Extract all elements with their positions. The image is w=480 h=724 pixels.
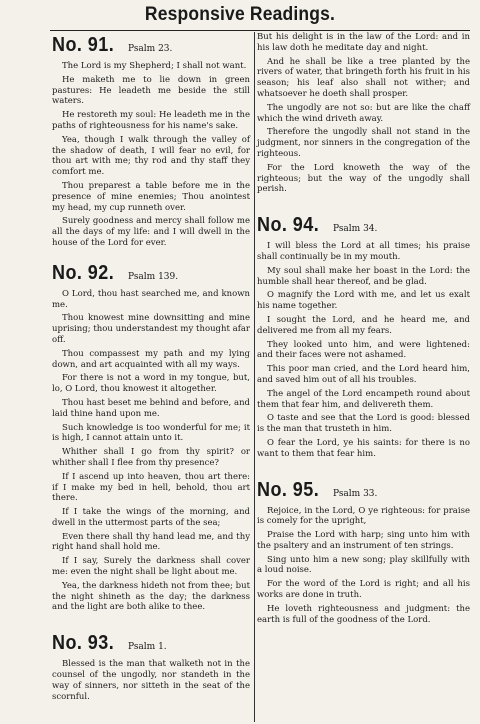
verse: And he shall be like a tree planted by the rivers of water, that bringeth forth his fruit in his season; his leaf also shall not wither; and whatsoever he doeth shall prosper. [257, 56, 470, 99]
verse: Blessed is the man that walketh not in the counsel of the ungodly, nor standeth in the way of sinners, nor sitteth in the seat of the scornful. [52, 659, 250, 702]
verse: This poor man cried, and the Lord heard him, and saved him out of all his troubles. [257, 364, 470, 385]
verse: Thou compassest my path and my lying down, and art acquainted with all my ways. [52, 348, 250, 370]
psalm-reference: Psalm 23. [128, 44, 173, 54]
verse: Yea, the darkness hideth not from thee; but the night shineth as the day; the darkness and the light are both alike to thee. [52, 580, 250, 613]
reading-number: No. 95. [257, 478, 320, 501]
verse: He loveth righteousness and judgment: the earth is full of the goodness of the Lord. [257, 603, 470, 625]
reading-number: No. 94. [257, 214, 320, 237]
right-column [257, 32, 470, 628]
verse: I sought the Lord, and he heard me, and delivered me from all my fears. [257, 314, 470, 336]
verse: Surely goodness and mercy shall follow me all the days of my life: and I will dwell in the house of the Lord for ever. [52, 216, 250, 248]
verse: For the word of the Lord is right; and all his works are done in truth. [257, 579, 470, 601]
verse: Thou hast beset me behind and before, and laid thine hand upon me. [52, 397, 250, 419]
verse: I will bless the Lord at all times; his praise shall continually be in my mouth. [257, 241, 470, 262]
left-column [52, 32, 250, 705]
verse: If I take the wings of the morning, and dwell in the uttermost parts of the sea; [52, 507, 250, 528]
reading-number: No. 91. [52, 34, 115, 56]
verse: Even there shall thy hand lead me, and thy right hand shall hold me. [52, 531, 250, 553]
verse: If I say, Surely the darkness shall cover me: even the night shall be light about me. [52, 556, 250, 578]
reading-number: No. 92. [52, 261, 115, 284]
page-title: Responsive Readings. [144, 4, 336, 25]
column-divider [254, 32, 255, 722]
verse: O Lord, thou hast searched me, and known me. [52, 288, 250, 310]
reading-header-94 [257, 214, 470, 237]
verse: The ungodly are not so: but are like the chaff which the wind driveth away. [257, 102, 470, 124]
verse: Such knowledge is too wonderful for me; it is high, I cannot attain unto it. [52, 422, 250, 444]
verse: He maketh me to lie down in green pastures: He leadeth me beside the still waters. [52, 74, 250, 107]
verse: For there is not a word in my tongue, but, lo, O Lord, thou knowest it altogether. [52, 373, 250, 395]
verse: Yea, though I walk through the valley of the shadow of death, I will fear no evil, for thou art with me; thy rod and thy staff they comfort me. [52, 134, 250, 178]
psalm-reference: Psalm 34. [333, 224, 378, 235]
verse: The Lord is my Shepherd; I shall not want. [62, 61, 247, 71]
psalm-reference: Psalm 139. [128, 271, 179, 282]
psalm-reference: Psalm 1. [128, 642, 167, 653]
verse: For the Lord knoweth the way of the righteous; but the way of the ungodly shall perish. [257, 162, 470, 195]
verse: Therefore the ungodly shall not stand in the judgment, nor sinners in the congregation of the righteous. [257, 127, 470, 159]
psalm-reference: Psalm 33. [333, 488, 378, 499]
verse: O taste and see that the Lord is good: blessed is the man that trusteth in him. [257, 413, 470, 435]
verse: O fear the Lord, ye his saints: for there is no want to them that fear him. [257, 437, 470, 459]
verse: Whither shall I go from thy spirit? or whither shall I flee from thy presence? [52, 447, 250, 468]
reading-number: No. 93. [52, 632, 115, 655]
verse: If I ascend up into heaven, thou art there: if I make my bed in hell, behold, thou art there. [52, 471, 250, 504]
reading-header-93 [52, 632, 250, 655]
verse: My soul shall make her boast in the Lord: the humble shall hear thereof, and be glad. [257, 265, 470, 287]
reading-header-91 [52, 34, 250, 57]
verse-continued: But his delight is in the law of the Lord: and in his law doth he meditate day and night. [257, 32, 470, 53]
verse: The angel of the Lord encampeth round about them that fear him, and delivereth them. [257, 388, 470, 410]
verse: Thou knowest mine downsitting and mine uprising; thou understandest my thought afar off. [52, 313, 250, 345]
title-rule [50, 30, 470, 31]
verse: Thou preparest a table before me in the presence of mine enemies; Thou anointest my head, my cup runneth over. [52, 180, 250, 213]
verse: Praise the Lord with harp; sing unto him with the psaltery and an instrument of ten strings. [257, 530, 470, 551]
reading-header-95 [257, 479, 470, 502]
reading-header-92 [52, 262, 250, 285]
verse: They looked unto him, and were lightened: and their faces were not ashamed. [257, 339, 470, 361]
verse: Rejoice, in the Lord, O ye righteous: for praise is comely for the upright, [257, 505, 470, 527]
verse: Sing unto him a new song; play skillfully with a loud noise. [257, 554, 470, 576]
verse: He restoreth my soul: He leadeth me in the paths of righteousness for his name's sake. [52, 110, 250, 131]
verse: O magnify the Lord with me, and let us exalt his name together. [257, 290, 470, 312]
